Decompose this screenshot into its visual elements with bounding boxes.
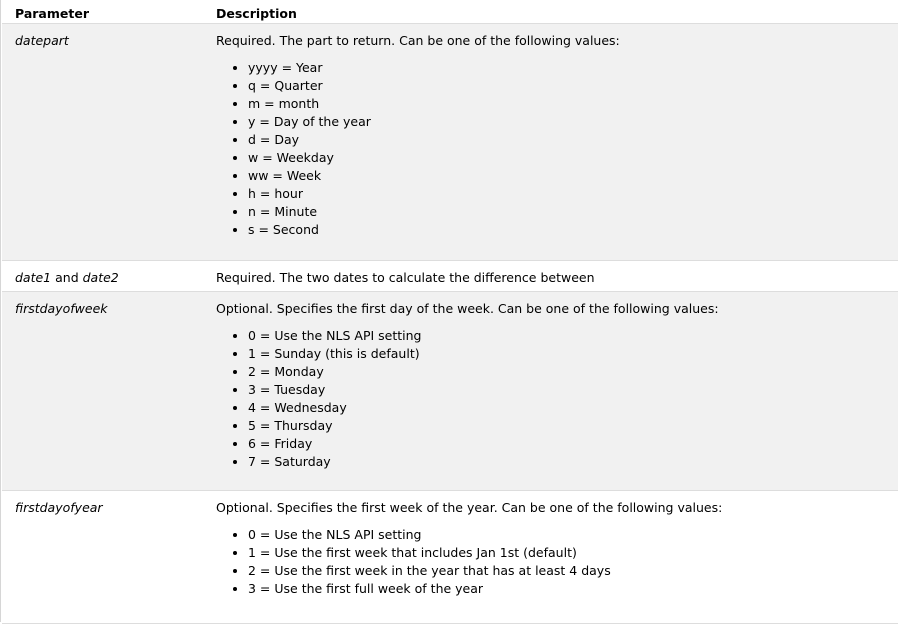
description-cell [201, 490, 898, 623]
table-row-firstdayofweek [2, 291, 898, 490]
list-item: • ww = Week [248, 167, 891, 185]
parameter-table [2, 0, 898, 624]
list-item: • 4 = Wednesday [248, 399, 891, 417]
param-cell [2, 260, 201, 291]
description-text: Required. The two dates to calculate the difference between [216, 269, 595, 285]
table-row-dates [2, 260, 898, 291]
values-list [216, 526, 891, 598]
param-connector: and [51, 269, 83, 285]
list-item: • q = Quarter [248, 77, 891, 95]
description-text: Optional. Specifies the first week of the year. Can be one of the following values: [216, 499, 723, 515]
list-item: • 1 = Use the first week that includes Jan 1st (default) [248, 544, 891, 562]
description-text: Required. The part to return. Can be one of the following values: [216, 32, 620, 48]
list-item: • 3 = Use the first full week of the year [248, 580, 891, 598]
param-name-date1: date1 [15, 269, 52, 285]
param-cell [2, 291, 201, 490]
list-item: • m = month [248, 95, 891, 113]
list-item: • 5 = Thursday [248, 417, 891, 435]
list-item: • n = Minute [248, 203, 891, 221]
param-name: firstdayofweek [15, 300, 108, 316]
list-item: • 0 = Use the NLS API setting [248, 526, 891, 544]
list-item: • 3 = Tuesday [248, 381, 891, 399]
param-name-date2: date2 [82, 269, 119, 285]
list-item: • 6 = Friday [248, 435, 891, 453]
list-item: • yyyy = Year [248, 59, 891, 77]
list-item: • 7 = Saturday [248, 453, 891, 471]
table-row-datepart [2, 23, 898, 260]
list-item: • 0 = Use the NLS API setting [248, 327, 891, 345]
description-cell [201, 291, 898, 490]
table-row-firstdayofyear [2, 490, 898, 623]
values-list [216, 59, 891, 239]
description-cell [201, 23, 898, 260]
param-name: datepart [15, 32, 69, 48]
list-item: • 1 = Sunday (this is default) [248, 345, 891, 363]
list-item: • y = Day of the year [248, 113, 891, 131]
description-text: Optional. Specifies the first day of the week. Can be one of the following values: [216, 300, 719, 316]
header-parameter: Parameter [2, 0, 201, 23]
list-item: • s = Second [248, 221, 891, 239]
param-cell [2, 23, 201, 260]
values-list [216, 327, 891, 471]
param-cell [2, 490, 201, 623]
list-item: • w = Weekday [248, 149, 891, 167]
table-header-row [2, 0, 898, 23]
list-item: • 2 = Use the first week in the year that has at least 4 days [248, 562, 891, 580]
list-item: • h = hour [248, 185, 891, 203]
header-description: Description [201, 0, 898, 23]
list-item: • d = Day [248, 131, 891, 149]
description-cell [201, 260, 898, 291]
list-item: • 2 = Monday [248, 363, 891, 381]
param-name: firstdayofyear [15, 499, 103, 515]
